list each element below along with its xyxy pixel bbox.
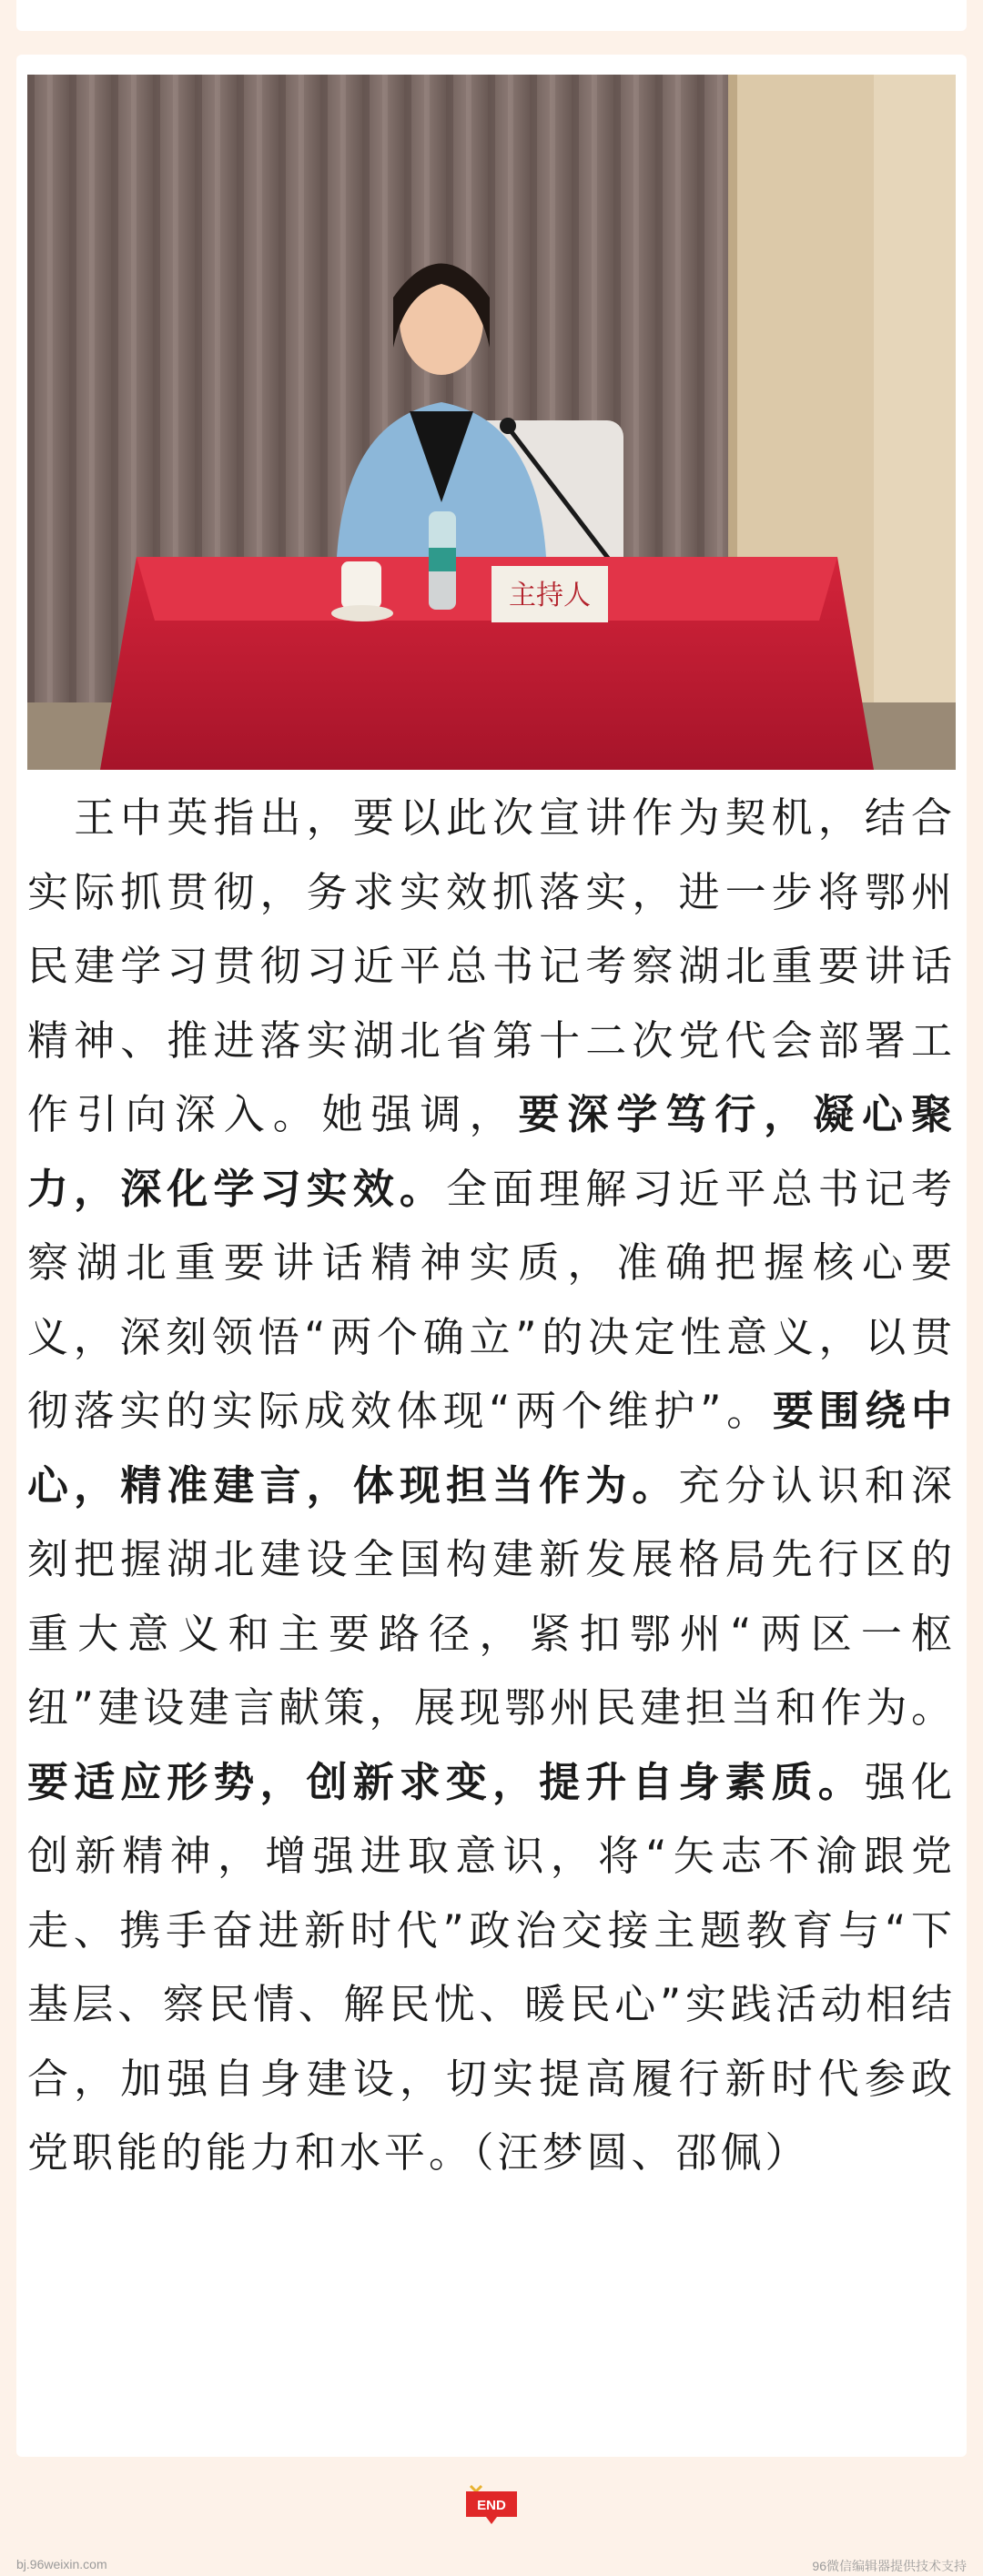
bold-text-segment: 要围绕中心，精准建言，体现担当作为。 <box>27 1387 956 1510</box>
nameplate-text: 主持人 <box>509 580 591 611</box>
end-label: END <box>477 2498 506 2513</box>
bold-text-segment: 要适应形势，创新求变，提升自身素质。 <box>27 1757 865 1806</box>
text-segment: 全面理解习近平总书记考察湖北重要讲话精神实质，准确把握核心要义，深刻领悟“两个确立”的决定性意义，以贯彻落实的实际成效体现“两个维护”。 <box>27 1164 956 1435</box>
footer-site-link[interactable]: bj.96weixin.com <box>16 2557 107 2571</box>
meeting-photo <box>27 75 956 770</box>
text-segment: 王中英指出，要以此次宣讲作为契机，结合实际抓贯彻，务求实效抓落实，进一步将鄂州民建学习贯彻习近平总书记考察湖北重要讲话精神、推进落实湖北省第十二次党代会部署工作引向深入。她强调， <box>27 793 956 1138</box>
end-badge <box>463 2484 520 2526</box>
bold-text-segment: 要深学笃行，凝心聚力，深化学习实效。 <box>27 1090 956 1213</box>
text-segment: 充分认识和深刻把握湖北建设全国构建新发展格局先行区的重大意义和主要路径，紧扣鄂州“两区一枢纽”建设建言献策，展现鄂州民建担当和作为。 <box>27 1460 956 1732</box>
footer-credit: 96微信编辑器提供技术支持 <box>812 2559 967 2573</box>
text-segment: 强化创新精神，增强进取意识，将“矢志不渝跟党走、携手奋进新时代”政治交接主题教育与“下基层、察民情、解民忧、暖民心”实践活动相结合，加强自身建设，切实提高履行新时代参政党职能的能力和水平。（汪梦圆、邵佩） <box>27 1757 956 2177</box>
article-paragraph <box>27 781 956 2190</box>
previous-card <box>16 0 967 31</box>
footer <box>0 2548 983 2576</box>
